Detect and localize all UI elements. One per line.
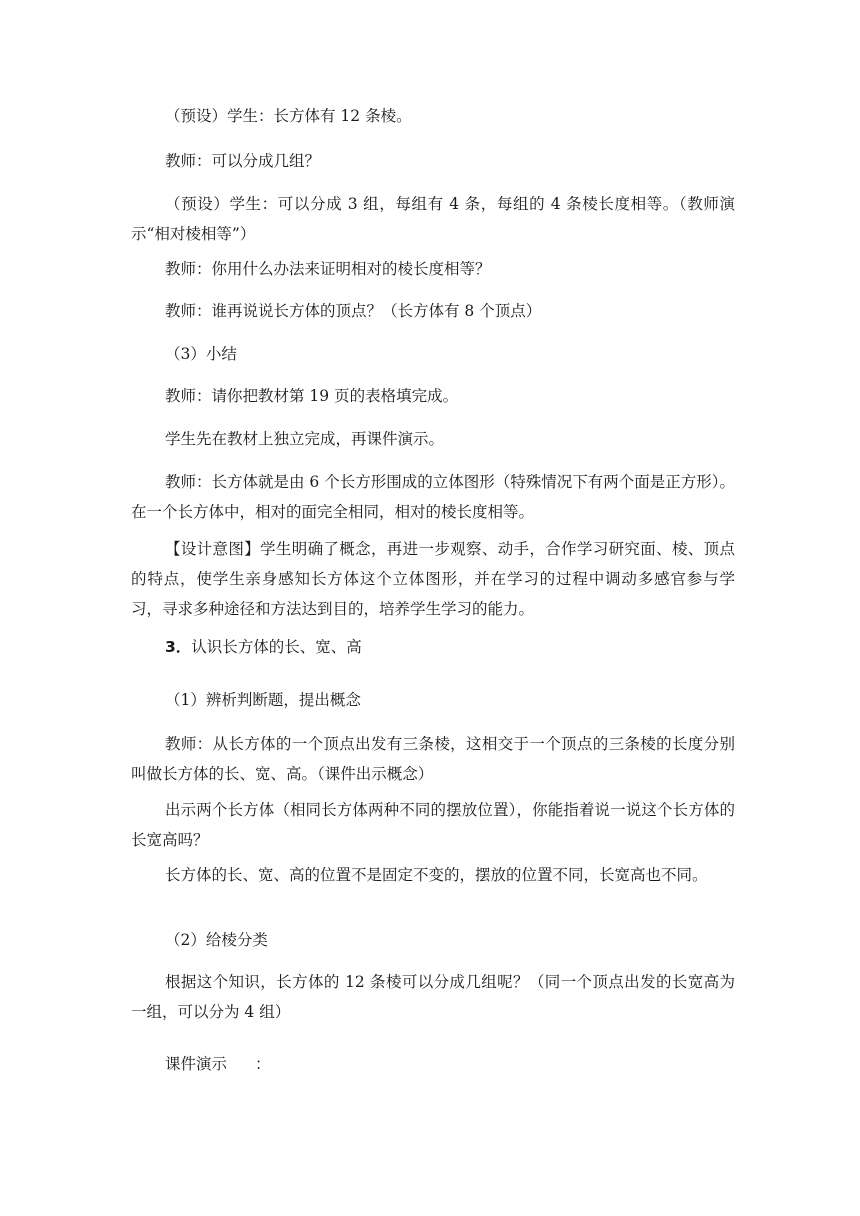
courseware-demo-line (165, 1049, 271, 1079)
paragraph-student-complete: 学生先在教材上独立完成，再课件演示。 (165, 430, 445, 448)
paragraph-teacher-proof-question: 教师：你用什么办法来证明相对的棱长度相等？ (165, 260, 491, 278)
paragraph-preset-answer-edges: （预设）学生：长方体有 12 条棱。 (165, 107, 412, 125)
section-number: 3． (165, 638, 192, 656)
subheading-summary: （3）小结 (165, 345, 237, 363)
courseware-demo-label: 课件演示 (165, 1055, 228, 1073)
paragraph-teacher-groups-question: 教师：可以分成几组？ (165, 152, 321, 170)
subheading-analysis: （1）辨析判断题，提出概念 (165, 691, 361, 709)
section-title: 认识长方体的长、宽、高 (191, 638, 362, 656)
paragraph-teacher-table: 教师：请你把教材第 19 页的表格填完成。 (165, 387, 459, 405)
section-heading-3 (165, 632, 362, 662)
paragraph-two-cuboids: 出示两个长方体（相同长方体两种不同的摆放位置），你能指着说一说这个长方体的长宽高吗？ (131, 801, 735, 849)
paragraph-preset-answer-groups: （预设）学生：可以分成 3 组，每组有 4 条，每组的 4 条棱长度相等。（教师演示“相对棱相等”） (131, 195, 735, 243)
paragraph-teacher-definition: 教师：长方体就是由 6 个长方形围成的立体图形（特殊情况下有两个面是正方形）。在一个长方体中，相对的面完全相同，相对的棱长度相等。 (131, 473, 735, 521)
paragraph-teacher-length-width-height: 教师：从长方体的一个顶点出发有三条棱，这相交于一个顶点的三条棱的长度分别叫做长方体的长、宽、高。（课件出示概念） (131, 735, 735, 783)
paragraph-teacher-vertex-question: 教师：谁再说说长方体的顶点？（长方体有 8 个顶点） (165, 302, 542, 320)
paragraph-design-intent: 【设计意图】学生明确了概念，再进一步观察、动手，合作学习研究面、棱、顶点的特点，使学生亲身感知长方体这个立体图形，并在学习的过程中调动多感官参与学习，寻求多种途径和方法达到目的，培养学生学习的能力。 (131, 540, 735, 618)
paragraph-twelve-edges-groups: 根据这个知识，长方体的 12 条棱可以分成几组呢？（同一个顶点出发的长宽高为一组，可以分为 4 组） (131, 973, 735, 1021)
paragraph-position-not-fixed: 长方体的长、宽、高的位置不是固定不变的，摆放的位置不同，长宽高也不同。 (165, 866, 708, 884)
courseware-demo-colon: ： (255, 1055, 271, 1073)
subheading-classify-edges: （2）给棱分类 (165, 931, 268, 949)
